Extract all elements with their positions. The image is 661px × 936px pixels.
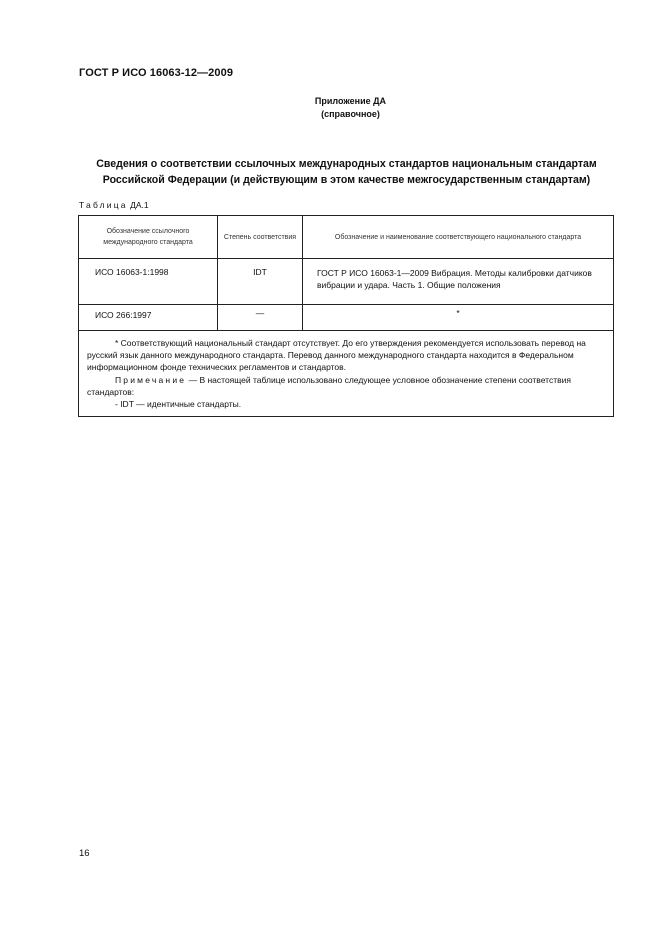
- annex-label: Приложение ДА: [314, 96, 387, 106]
- cell-national: ГОСТ Р ИСО 16063-1—2009 Вибрация. Методы калибровки датчиков вибрации и удара. Часть 1. Общие положения: [303, 259, 614, 305]
- header-cell-national: Обозначение и наименование соответствующего национального стандарта: [303, 216, 614, 259]
- cell-national: *: [303, 305, 614, 331]
- footnote-text: * Соответствующий национальный стандарт отсутствует. До его утверждения рекомендуется использовать перевод на русский язык данного международного стандарта. Перевод данного международного стандарта находится в Федеральном информационном фонде технических регламентов и стандартов.: [87, 338, 586, 372]
- table-row: [79, 259, 614, 305]
- header-cell-degree: Степень соответствия: [218, 216, 303, 259]
- note-paragraph: [87, 374, 607, 398]
- cell-international: ИСО 266:1997: [79, 305, 218, 331]
- table-caption: [79, 200, 149, 210]
- note-item: - IDT — идентичные стандарты.: [115, 399, 242, 409]
- annex-title: [79, 156, 614, 188]
- note-text: — В настоящей таблице использовано следующее условное обозначение степени соответствия стандартов:: [87, 375, 571, 397]
- annex-title-line1: Сведения о соответствии ссылочных международных стандартов национальным стандартам: [96, 158, 597, 170]
- table-header-row: [79, 216, 614, 259]
- page-number: 16: [79, 848, 90, 859]
- note-label: Примечание: [115, 375, 187, 385]
- cell-degree: —: [218, 305, 303, 331]
- table-caption-number: ДА.1: [130, 200, 149, 210]
- cell-international: ИСО 16063-1:1998: [79, 259, 218, 305]
- header-cell-international: Обозначение ссылочного международного стандарта: [79, 216, 218, 259]
- cell-degree: IDT: [218, 259, 303, 305]
- correspondence-table: [78, 215, 614, 417]
- table-row: [79, 305, 614, 331]
- table-notes-row: [79, 331, 614, 417]
- annex-type: (справочное): [321, 109, 380, 119]
- annex-heading: [0, 95, 661, 121]
- table-notes: [79, 331, 614, 417]
- document-code: ГОСТ Р ИСО 16063-12—2009: [79, 67, 234, 79]
- annex-title-line2: Российской Федерации (и действующим в этом качестве межгосударственным стандартам): [102, 174, 591, 186]
- table-caption-word: Таблица: [79, 200, 128, 210]
